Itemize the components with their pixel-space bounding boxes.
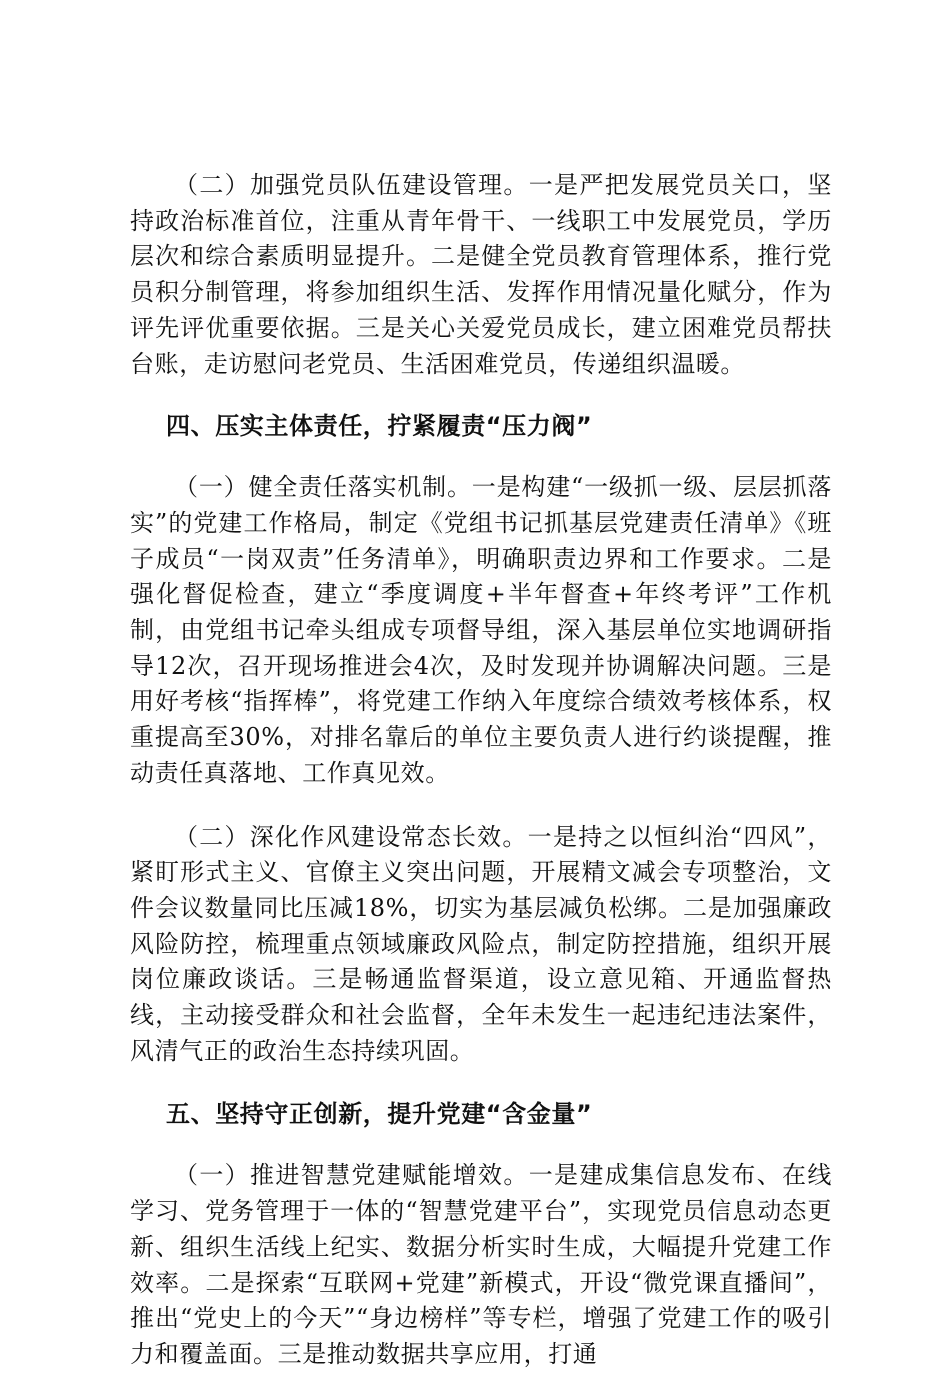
spacer bbox=[130, 792, 832, 820]
paragraph-work-style: （二）深化作风建设常态长效。一是持之以恒纠治“四风”，紧盯形式主义、官僚主义突出问题，开展精文减会专项整治，文件会议数量同比压减18%，切实为基层减负松绑。二是加强廉政风险防控，梳理重点领域廉政风险点，制定防控措施，组织开展岗位廉政谈话。三是畅通监督渠道，设立意见箱、开通监督热线，主动接受群众和社会监督，全年未发生一起违纪违法案件，风清气正的政治生态持续巩固。 bbox=[130, 822, 832, 1065]
paragraph-smart-party-building: （一）推进智慧党建赋能增效。一是建成集信息发布、在线学习、党务管理于一体的“智慧党建平台”，实现党员信息动态更新、组织生活线上纪实、数据分析实时生成，大幅提升党建工作效率。二是探索“互联网+党建”新模式，开设“微党课直播间”，推出“党史上的今天”“身边榜样”等专栏，增强了党建工作的吸引力和覆盖面。三是推动数据共享应用，打通 bbox=[130, 1161, 832, 1368]
section-heading-4: 四、压实主体责任，拧紧履责“压力阀” bbox=[166, 412, 593, 441]
paragraph-party-member-management: （二）加强党员队伍建设管理。一是严把发展党员关口，坚持政治标准首位，注重从青年骨干、一线职工中发展党员，学历层次和综合素质明显提升。二是健全党员教育管理体系，推行党员积分制管理，将参加组织生活、发挥作用情况量化赋分，作为评先评优重要依据。三是关心关爱党员成长，建立困难党员帮扶台账，走访慰问老党员、生活困难党员，传递组织温暖。 bbox=[130, 171, 832, 378]
spacer bbox=[130, 382, 832, 408]
paragraph-responsibility-mechanism: （一）健全责任落实机制。一是构建“一级抓一级、层层抓落实”的党建工作格局，制定《党组书记抓基层党建责任清单》《班子成员“一岗双责”任务清单》，明确职责边界和工作要求。二是强化督促检查，建立“季度调度+半年督查+年终考评”工作机制，由党组书记牵头组成专项督导组，深入基层单位实地调研指导12次，召开现场推进会4次，及时发现并协调解决问题。三是用好考核“指挥棒”，将党建工作纳入年度综合绩效考核体系，权重提高至30%，对排名靠后的单位主要负责人进行约谈提醒，推动责任真落地、工作真见效。 bbox=[130, 473, 832, 787]
section-heading-5: 五、坚持守正创新，提升党建“含金量” bbox=[166, 1100, 593, 1129]
spacer bbox=[130, 444, 832, 470]
spacer bbox=[130, 1132, 832, 1158]
spacer bbox=[130, 1069, 832, 1096]
